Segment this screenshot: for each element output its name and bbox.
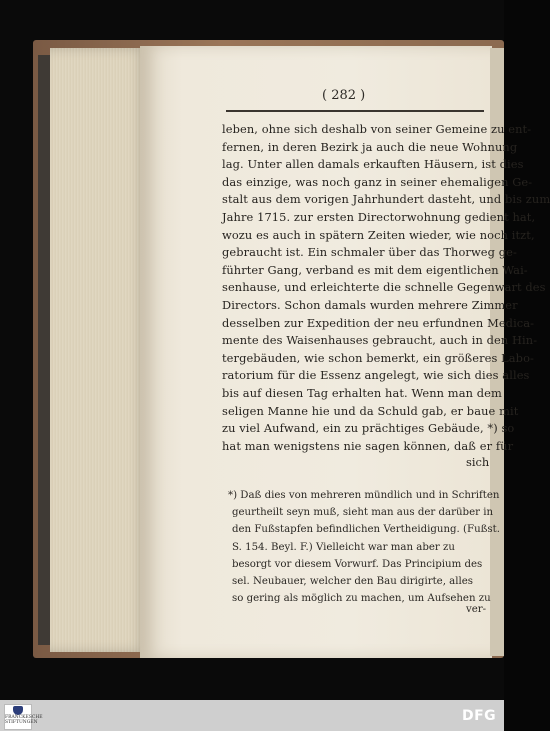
dfg-logo: DFG bbox=[462, 708, 497, 724]
footnote-line: so gering als möglich zu machen, um Aufsehen zu bbox=[232, 593, 491, 605]
text-line: leben, ohne sich deshalb von seiner Gemeine zu ent- bbox=[222, 122, 532, 136]
text-line: seligen Manne hie und da Schuld gab, er baue mit bbox=[222, 403, 519, 418]
text-line: gebraucht ist. Ein schmaler über das Thorweg ge- bbox=[222, 245, 517, 260]
page-edges bbox=[50, 48, 148, 652]
footnote-line: den Fußstapfen befindlichen Vertheidigung. (Fußst. bbox=[232, 524, 500, 536]
text-line: Jahre 1715. zur ersten Directorwohnung gedient hat, bbox=[222, 210, 536, 224]
text-line: bis auf diesen Tag erhalten hat. Wenn man dem bbox=[222, 386, 502, 400]
text-line: desselben zur Expedition der neu erfundnen Medica- bbox=[222, 315, 535, 330]
viewer-footer bbox=[0, 700, 504, 731]
text-line: führter Gang, verband es mit dem eigentlichen Wai- bbox=[222, 262, 528, 277]
text-line: hat man wenigstens nie sagen können, daß er für bbox=[222, 438, 514, 453]
text-line: das einzige, was noch ganz in seiner ehemaligen Ge- bbox=[222, 174, 533, 189]
text-line: ratorium für die Essenz angelegt, wie sich dies alles bbox=[222, 368, 530, 383]
text-line: senhause, und erleichterte die schnelle Gegenwart des bbox=[222, 280, 546, 295]
footnote-catchword: ver- bbox=[466, 604, 487, 615]
text-line: lag. Unter allen damals erkauften Häusern, ist dies bbox=[222, 157, 524, 172]
text-line: Directors. Schon damals wurden mehrere Zimmer bbox=[222, 298, 518, 312]
footnote-line: sel. Neubauer, welcher den Bau dirigirte, alles bbox=[232, 576, 474, 587]
text-line: stalt aus dem vorigen Jahrhundert dasteht, und bis zum bbox=[222, 192, 550, 207]
header-rule bbox=[226, 110, 484, 112]
page-number: ( 282 ) bbox=[322, 88, 366, 103]
footnote-line: *) Daß dies von mehreren mündlich und in Schriften bbox=[228, 490, 500, 501]
footnote-line: S. 154. Beyl. F.) Vielleicht war man aber zu bbox=[232, 541, 455, 553]
footnote-line: besorgt vor diesem Vorwurf. Das Principium des bbox=[232, 558, 483, 570]
institution-seal-icon: FRANCKESCHE STIFTUNGEN bbox=[4, 704, 32, 730]
text-line: zu viel Aufwand, ein zu prächtiges Gebäude, *) so bbox=[222, 421, 515, 436]
text-line: tergebäuden, wie schon bemerkt, ein größeres Labo- bbox=[222, 350, 534, 365]
catchword: sich bbox=[466, 455, 490, 469]
text-line: fernen, in deren Bezirk ja auch die neue Wohnung bbox=[222, 139, 518, 154]
text-line: wozu es auch in spätern Zeiten wieder, wie noch itzt, bbox=[222, 227, 535, 242]
footnote-line: geurtheilt seyn muß, sieht man aus der darüber in bbox=[232, 507, 494, 519]
text-line: mente des Waisenhauses gebraucht, auch in den Hin- bbox=[222, 333, 538, 348]
